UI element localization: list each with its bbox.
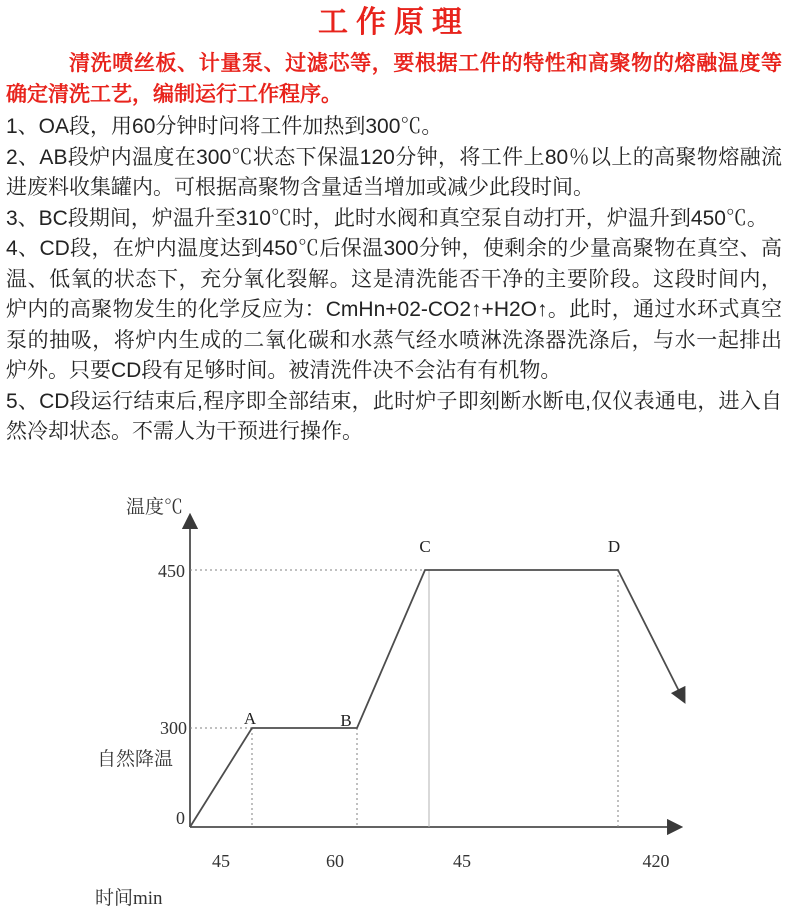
- temperature-profile-line: [190, 570, 684, 827]
- temperature-time-chart: [0, 488, 790, 920]
- x-tick-60-ab: 60: [326, 851, 344, 871]
- point-label-B: B: [340, 711, 352, 730]
- step-paragraph-2: 2、AB段炉内温度在300℃状态下保温120分钟，将工件上80％以上的高聚物熔融流进废料收集罐内。可根据高聚物含量适当增加或减少此段时间。: [6, 145, 782, 199]
- x-tick-45-bc: 45: [453, 851, 471, 871]
- x-tick-420-cd: 420: [642, 851, 670, 871]
- x-axis-title: 时间min: [95, 888, 163, 909]
- y-tick-0: 0: [176, 808, 185, 828]
- intro-paragraph: 清洗喷丝板、计量泵、过滤芯等，要根据工件的特性和高聚物的熔融温度等确定清洗工艺，编制运行工作程序。: [6, 52, 782, 106]
- y-axis-title: 温度℃: [126, 497, 184, 518]
- step-paragraph-5: 5、CD段运行结束后,程序即全部结束，此时炉子即刻断水断电,仅仪表通电，进入自然冷却状态。不需人为干预进行操作。: [6, 389, 782, 443]
- step-paragraph-4: 4、CD段，在炉内温度达到450℃后保温300分钟，使剩余的少量高聚物在真空、高温、低氧的状态下，充分氧化裂解。这是清洗能否干净的主要阶段。这段时间内，炉内的高聚物发生的化学反应为：CmHn+02-CO2↑+H2O↑。此时，通过水环式真空泵的抽吸，将炉内生成的二氧化碳和水蒸气经水喷淋洗涤器洗涤后，与水一起排出炉外。只要CD段有足够时间。被清洗件决不会沾有有机物。: [6, 237, 782, 382]
- natural-cooling-annotation: 自然降温: [97, 749, 174, 770]
- y-tick-300: 300: [160, 718, 187, 738]
- point-label-D: D: [607, 537, 621, 556]
- page-title: 工作原理: [318, 6, 470, 39]
- x-tick-45-oa: 45: [212, 851, 230, 871]
- point-label-C: C: [419, 537, 431, 556]
- y-tick-450: 450: [158, 561, 185, 581]
- step-paragraph-1: 1、OA段，用60分钟时问将工件加热到300℃。: [6, 115, 443, 138]
- text-block: [0, 0, 790, 448]
- point-label-A: A: [243, 709, 257, 728]
- step-paragraph-3: 3、BC段期间，炉温升至310℃时，此时水阀和真空泵自动打开，炉温升到450℃。: [6, 206, 768, 230]
